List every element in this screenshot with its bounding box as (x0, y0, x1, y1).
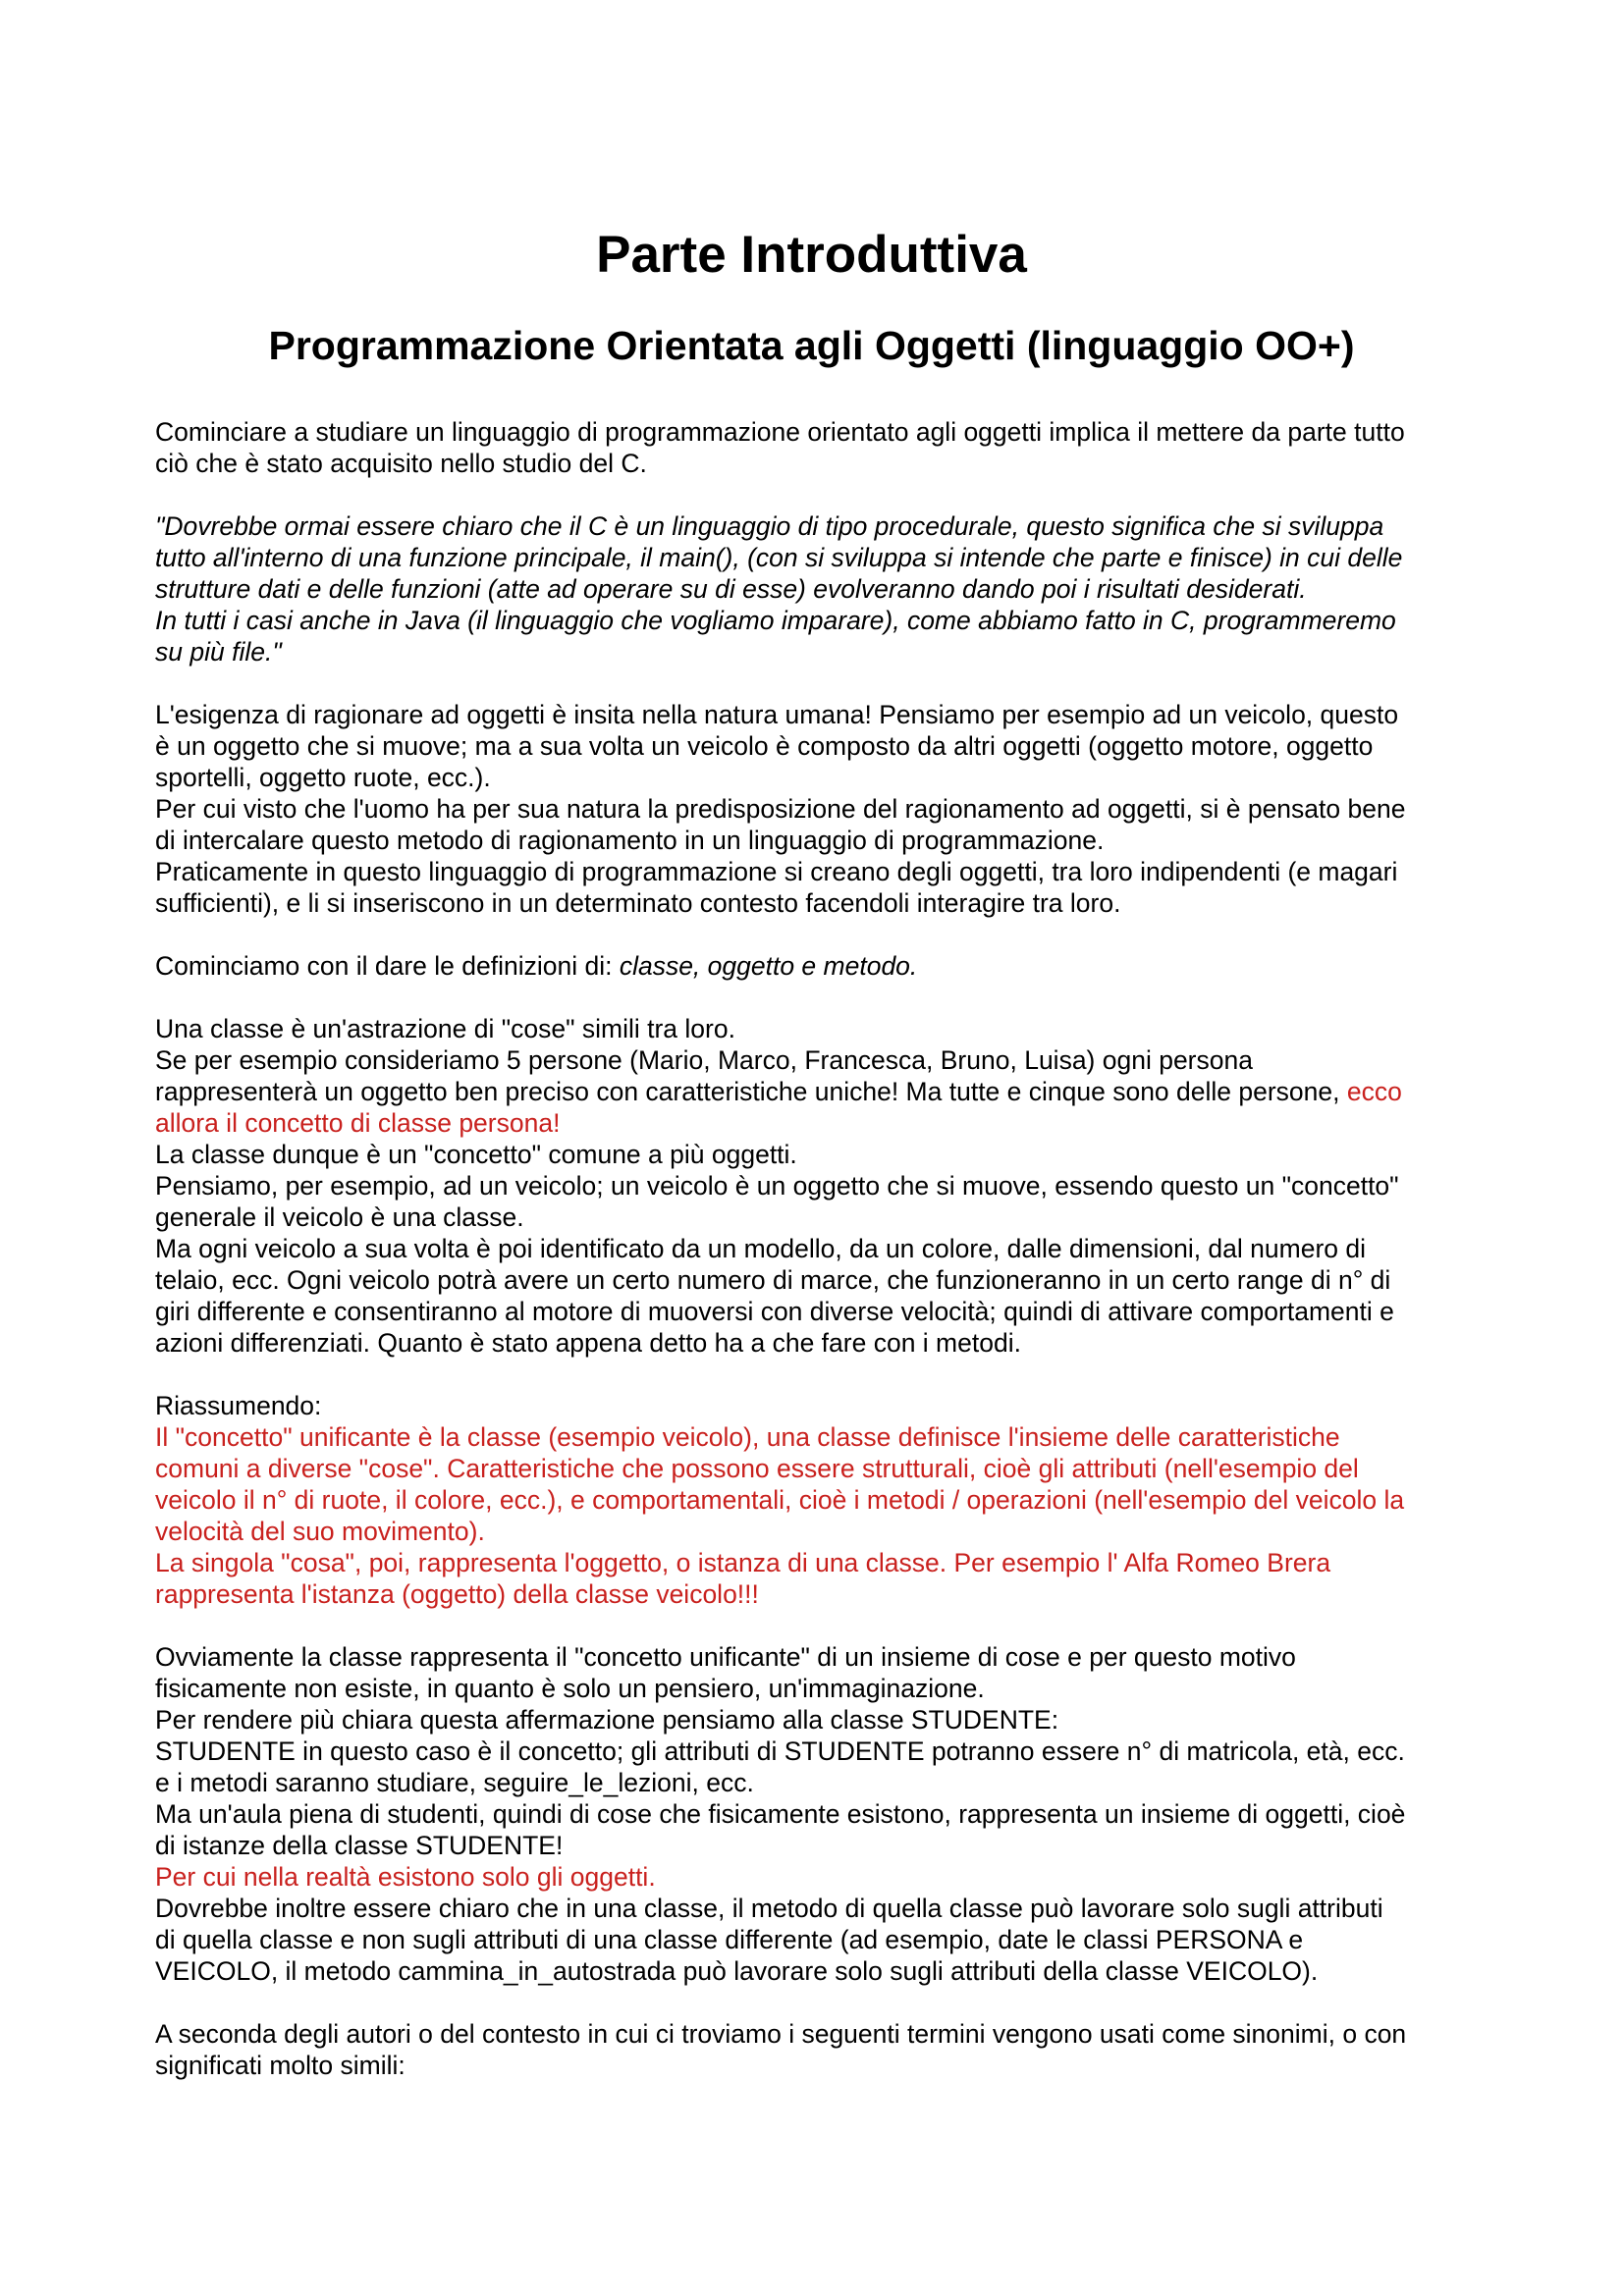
text-line: strutture dati e delle funzioni (atte ad operare su di esse) evolveranno dando poi i risultati desiderati. (155, 574, 1307, 604)
text-line: Dovrebbe inoltre essere chiaro che in una classe, il metodo di quella classe può lavorare solo sugli attributi (155, 1894, 1383, 1923)
paragraph-gap (155, 667, 1483, 699)
text-line: STUDENTE in questo caso è il concetto; gli attributi di STUDENTE potranno essere n° di matricola, età, ecc. (155, 1736, 1405, 1766)
paragraph-gap (155, 1987, 1483, 2018)
text-line: significati molto simili: (155, 2051, 406, 2080)
text-line: tutto all'interno di una funzione principale, il main(), (con si sviluppa si intende che parte e finisce) in cui delle (155, 543, 1403, 572)
text-line: telaio, ecc. Ogni veicolo potrà avere un certo numero di marce, che funzioneranno in un certo range di n° di (155, 1265, 1391, 1295)
highlight-line: velocità del suo movimento). (155, 1517, 485, 1546)
paragraph-gap (155, 982, 1483, 1013)
paragraph-definitions (155, 950, 1483, 982)
text-line: VEICOLO, il metodo cammina_in_autostrada può lavorare solo sugli attributi della classe VEICOLO). (155, 1956, 1319, 1986)
highlight-line: comuni a diverse "cose". Caratteristiche che possono essere strutturali, cioè gli attributi (nell'esempio del (155, 1454, 1359, 1483)
text-line: Una classe è un'astrazione di "cose" simili tra loro. (155, 1014, 735, 1043)
paragraph-gap (155, 1359, 1483, 1390)
highlight-line: Per cui nella realtà esistono solo gli oggetti. (155, 1862, 656, 1892)
paragraph-class-definition (155, 1013, 1483, 1359)
paragraph-gap (155, 479, 1483, 510)
text-line: di quella classe e non sugli attributi di una classe differente (ad esempio, date le classi PERSONA e (155, 1925, 1304, 1954)
text-line: In tutti i casi anche in Java (il linguaggio che vogliamo imparare), come abbiamo fatto in C, programmeremo (155, 606, 1396, 635)
text-line: ciò che è stato acquisito nello studio del C. (155, 449, 647, 478)
text-line: Ovviamente la classe rappresenta il "concetto unificante" di un insieme di cose e per questo motivo (155, 1642, 1296, 1672)
paragraph-gap (155, 1610, 1483, 1641)
text-line: La classe dunque è un "concetto" comune a più oggetti. (155, 1140, 797, 1169)
definitions-terms: classe, oggetto e metodo. (619, 951, 918, 981)
text-line: Pensiamo, per esempio, ad un veicolo; un veicolo è un oggetto che si muove, essendo questo un "concetto" (155, 1171, 1399, 1201)
text-line: sufficienti), e li si inseriscono in un determinato contesto facendoli interagire tra loro. (155, 888, 1121, 918)
highlight-line: allora il concetto di classe persona! (155, 1108, 561, 1138)
highlight-fragment: ecco (1346, 1077, 1402, 1106)
text-line: di istanze della classe STUDENTE! (155, 1831, 564, 1860)
text-line: su più file." (155, 637, 282, 667)
paragraph-quote (155, 510, 1483, 667)
text-line: Se per esempio consideriamo 5 persone (Mario, Marco, Francesca, Bruno, Luisa) ogni persona (155, 1045, 1253, 1075)
text-line: A seconda degli autori o del contesto in cui ci troviamo i seguenti termini vengono usati come sinonimi, o con (155, 2019, 1407, 2049)
text-fragment: rappresenterà un oggetto ben preciso con caratteristiche uniche! Ma tutte e cinque sono delle persone, (155, 1077, 1347, 1106)
highlight-line: rappresenta l'istanza (oggetto) della classe veicolo!!! (155, 1579, 759, 1609)
paragraph-student-example (155, 1641, 1483, 1987)
text-line: generale il veicolo è una classe. (155, 1202, 524, 1232)
text-line: e i metodi saranno studiare, seguire_le_lezioni, ecc. (155, 1768, 754, 1797)
paragraph-gap (155, 919, 1483, 950)
highlight-line: Il "concetto" unificante è la classe (esempio veicolo), una classe definisce l'insieme delle caratteristiche (155, 1422, 1340, 1452)
text-line: giri differente e consentiranno al motore di muoversi con diverse velocità; quindi di attivare comportamenti e (155, 1297, 1394, 1326)
text-line: "Dovrebbe ormai essere chiaro che il C è un linguaggio di tipo procedurale, questo significa che si sviluppa (155, 511, 1384, 541)
paragraph-objects-reasoning (155, 699, 1483, 919)
highlight-line: veicolo il n° di ruote, il colore, ecc.), e comportamentali, cioè i metodi / operazioni (nell'esempio del veicolo la (155, 1485, 1405, 1515)
text-line: azioni differenziati. Quanto è stato appena detto ha a che fare con i metodi. (155, 1328, 1021, 1358)
text-line: sportelli, oggetto ruote, ecc.). (155, 763, 491, 792)
text-line: L'esigenza di ragionare ad oggetti è insita nella natura umana! Pensiamo per esempio ad un veicolo, questo (155, 700, 1399, 729)
paragraph-synonyms (155, 2018, 1483, 2081)
text-line: Praticamente in questo linguaggio di programmazione si creano degli oggetti, tra loro indipendenti (e magari (155, 857, 1398, 886)
text-line: Per rendere più chiara questa affermazione pensiamo alla classe STUDENTE: (155, 1705, 1059, 1735)
text-line: di intercalare questo metodo di ragionamento in un linguaggio di programmazione. (155, 826, 1105, 855)
definitions-prefix: Cominciamo con il dare le definizioni di: (155, 951, 620, 981)
text-line: fisicamente non esiste, in quanto è solo un pensiero, un'immaginazione. (155, 1674, 985, 1703)
document-body (155, 416, 1483, 2081)
text-line: Ma ogni veicolo a sua volta è poi identificato da un modello, da un colore, dalle dimensioni, dal numero di (155, 1234, 1367, 1263)
paragraph-intro (155, 416, 1483, 479)
text-line: Per cui visto che l'uomo ha per sua natura la predisposizione del ragionamento ad oggetti, si è pensato bene (155, 794, 1406, 824)
text-line: Cominciare a studiare un linguaggio di programmazione orientato agli oggetti implica il mettere da parte tutto (155, 417, 1405, 447)
text-line (155, 950, 1483, 982)
paragraph-summary (155, 1390, 1483, 1610)
page-subtitle: Programmazione Orientata agli Oggetti (linguaggio OO+) (268, 323, 1355, 368)
text-line: è un oggetto che si muove; ma a sua volta un veicolo è composto da altri oggetti (oggetto motore, oggetto (155, 731, 1374, 761)
summary-heading: Riassumendo: (155, 1391, 322, 1420)
text-line: Ma un'aula piena di studenti, quindi di cose che fisicamente esistono, rappresenta un insieme di oggetti, cioè (155, 1799, 1406, 1829)
text-line (155, 1076, 1483, 1107)
page-title: Parte Introduttiva (596, 226, 1027, 284)
highlight-line: La singola "cosa", poi, rappresenta l'oggetto, o istanza di una classe. Per esempio l' Alfa Romeo Brera (155, 1548, 1331, 1577)
